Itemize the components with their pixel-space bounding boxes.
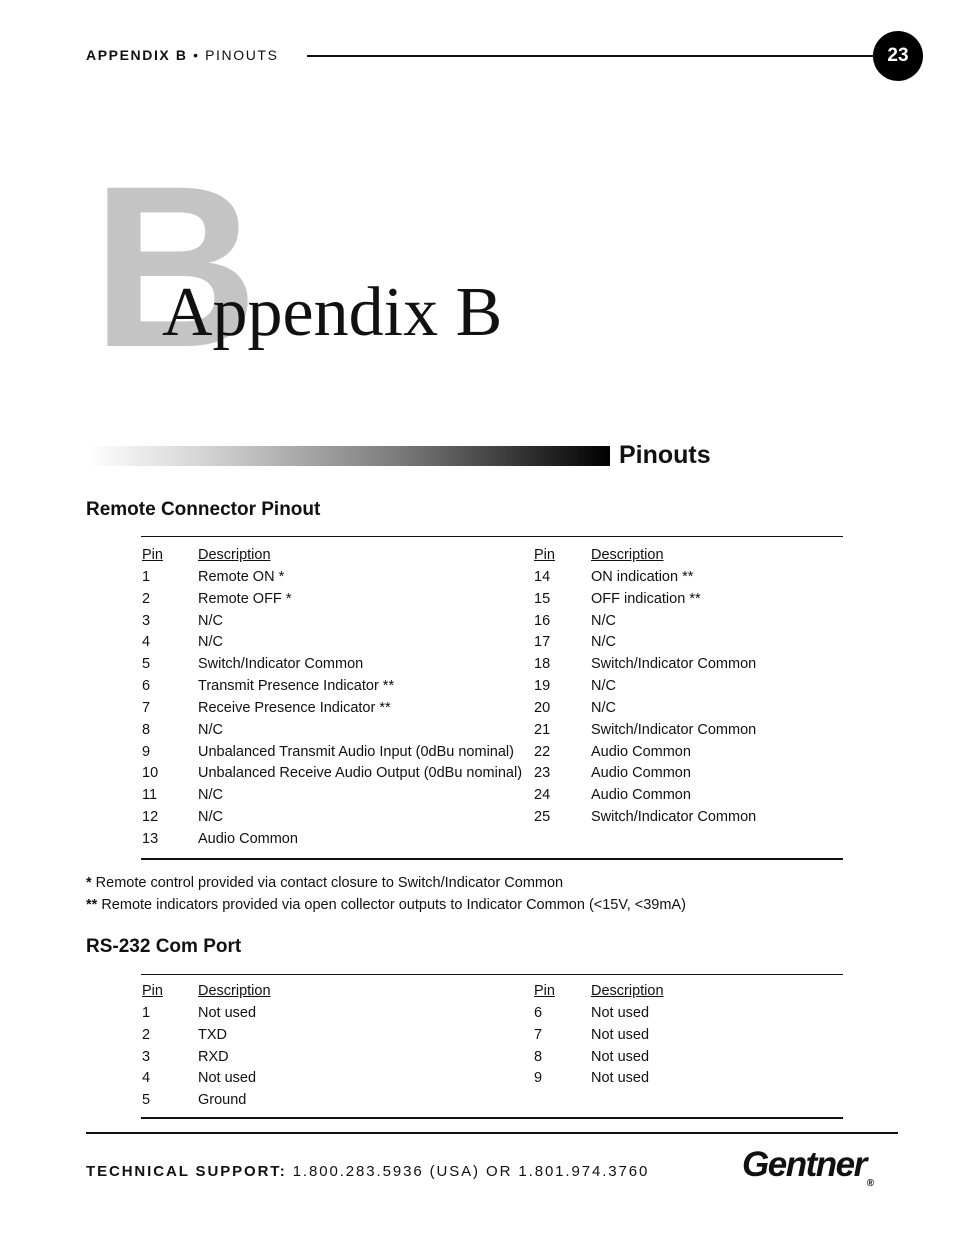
technical-support-line: [86, 1163, 649, 1180]
pin-number-cell: 4: [142, 1070, 151, 1087]
pin-description-cell: N/C: [591, 634, 616, 651]
pin-number-cell: 4: [142, 634, 151, 651]
remote-pinout-table: [142, 545, 842, 851]
rs232-table-top-rule: [141, 974, 843, 975]
pin-description-cell: Audio Common: [198, 830, 298, 847]
pin-number-cell: 9: [142, 743, 151, 760]
table-row: [142, 1068, 842, 1090]
pin-number-cell: 17: [534, 634, 551, 651]
pin-description-cell: Not used: [591, 1026, 650, 1043]
table-row: [142, 611, 842, 633]
pin-description-cell: N/C: [198, 721, 223, 738]
table-row: [142, 720, 842, 742]
pin-number-cell: 16: [534, 612, 551, 629]
rs232-table-bottom-rule: [141, 1117, 843, 1119]
pin-description-cell: Switch/Indicator Common: [198, 656, 364, 673]
column-header: Pin: [142, 547, 163, 563]
footnote-single-star: [86, 872, 563, 894]
header-section-label: PINOUTS: [205, 47, 279, 63]
column-header: Description: [198, 547, 271, 563]
pin-description-cell: Unbalanced Transmit Audio Input (0dBu nominal): [198, 743, 514, 760]
pin-number-cell: 21: [534, 721, 551, 738]
pin-number-cell: 19: [534, 678, 551, 695]
chapter-big-letter: B: [92, 138, 259, 395]
pin-number-cell: 6: [142, 678, 151, 695]
pin-description-cell: ON indication **: [591, 568, 694, 585]
pin-description-cell: N/C: [198, 809, 223, 826]
pin-number-cell: 8: [142, 721, 151, 738]
table-header-row: [142, 545, 842, 567]
pin-description-cell: Unbalanced Receive Audio Output (0dBu nominal): [198, 765, 523, 782]
pin-number-cell: 25: [534, 809, 551, 826]
pin-description-cell: N/C: [591, 678, 616, 695]
pin-description-cell: Audio Common: [591, 765, 691, 782]
logo-text: Gentner: [742, 1145, 866, 1184]
pin-number-cell: 6: [534, 1004, 543, 1021]
pin-number-cell: 24: [534, 787, 551, 804]
footnote-text: Remote control provided via contact closure to Switch/Indicator Common: [91, 875, 564, 891]
pin-number-cell: 3: [142, 612, 151, 629]
table-row: [142, 567, 842, 589]
pin-number-cell: 1: [142, 568, 151, 585]
pin-number-cell: 7: [142, 699, 151, 716]
column-header: Description: [198, 983, 271, 999]
pin-description-cell: N/C: [198, 612, 223, 629]
column-header: Pin: [534, 547, 555, 563]
table-row: [142, 1047, 842, 1069]
table-row: [142, 632, 842, 654]
pin-description-cell: Receive Presence Indicator **: [198, 699, 391, 716]
pin-description-cell: N/C: [198, 787, 223, 804]
table-row: [142, 1090, 842, 1112]
pin-description-cell: Not used: [198, 1070, 257, 1087]
table-row: [142, 589, 842, 611]
pin-description-cell: Not used: [591, 1070, 650, 1087]
pin-description-cell: Remote OFF *: [198, 590, 292, 607]
pin-description-cell: Remote ON *: [198, 568, 285, 585]
table-row: [142, 742, 842, 764]
pin-description-cell: Not used: [198, 1004, 257, 1021]
pin-number-cell: 11: [142, 787, 158, 804]
pin-number-cell: 8: [534, 1048, 543, 1065]
footnote-double-star: [86, 894, 686, 916]
pin-number-cell: 3: [142, 1048, 151, 1065]
footnote-marker: **: [86, 897, 98, 913]
section-title: Pinouts: [619, 441, 711, 469]
pin-description-cell: Audio Common: [591, 787, 691, 804]
table-row: [142, 763, 842, 785]
footnote-text: Remote indicators provided via open collector outputs to Indicator Common (<15V, <39mA): [97, 897, 686, 913]
remote-heading: Remote Connector Pinout: [86, 499, 321, 520]
footnote-marker: *: [86, 875, 92, 891]
remote-table-top-rule: [141, 536, 843, 537]
table-row: [142, 785, 842, 807]
pin-number-cell: 5: [142, 656, 151, 673]
pin-description-cell: N/C: [198, 634, 223, 651]
table-row: [142, 807, 842, 829]
pin-description-cell: OFF indication **: [591, 590, 701, 607]
pin-number-cell: 14: [534, 568, 551, 585]
table-header-row: [142, 981, 842, 1003]
pin-description-cell: TXD: [198, 1026, 227, 1043]
pin-number-cell: 1: [142, 1004, 151, 1021]
chapter-title: Appendix B: [162, 274, 503, 351]
pin-number-cell: 22: [534, 743, 551, 760]
pin-number-cell: 5: [142, 1092, 151, 1109]
column-header: Description: [591, 983, 664, 999]
pin-description-cell: Switch/Indicator Common: [591, 809, 757, 826]
header-separator: •: [193, 47, 200, 63]
table-row: [142, 1025, 842, 1047]
remote-table-bottom-rule: [141, 858, 843, 860]
pin-description-cell: Switch/Indicator Common: [591, 656, 757, 673]
rs232-pinout-table: [142, 981, 842, 1112]
pin-description-cell: Not used: [591, 1048, 650, 1065]
header-appendix-label: APPENDIX B: [86, 47, 188, 63]
support-label: TECHNICAL SUPPORT:: [86, 1163, 287, 1180]
table-row: [142, 676, 842, 698]
pin-number-cell: 13: [142, 830, 159, 847]
pin-number-cell: 10: [142, 765, 159, 782]
pin-number-cell: 2: [142, 590, 151, 607]
pin-description-cell: N/C: [591, 699, 616, 716]
pin-description-cell: RXD: [198, 1048, 229, 1065]
footer-rule: [86, 1132, 898, 1134]
column-header: Description: [591, 547, 664, 563]
pin-description-cell: Audio Common: [591, 743, 691, 760]
pin-description-cell: Switch/Indicator Common: [591, 721, 757, 738]
gentner-logo: [742, 1145, 874, 1204]
column-header: Pin: [142, 983, 163, 999]
pin-description-cell: Ground: [198, 1092, 247, 1109]
running-header: [86, 47, 279, 63]
pin-number-cell: 2: [142, 1026, 151, 1043]
table-row: [142, 1003, 842, 1025]
table-row: [142, 829, 842, 851]
rs232-heading: RS-232 Com Port: [86, 936, 242, 957]
pin-description-cell: Not used: [591, 1004, 650, 1021]
pin-number-cell: 15: [534, 590, 551, 607]
pin-description-cell: Transmit Presence Indicator **: [198, 678, 395, 695]
pin-number-cell: 12: [142, 809, 159, 826]
registered-mark: ®: [866, 1178, 875, 1189]
pin-description-cell: N/C: [591, 612, 616, 629]
support-numbers: 1.800.283.5936 (USA) OR 1.801.974.3760: [292, 1163, 650, 1180]
pin-number-cell: 7: [534, 1026, 543, 1043]
header-rule: [307, 55, 897, 57]
pin-number-cell: 9: [534, 1070, 543, 1087]
page-number-badge: 23: [873, 31, 923, 81]
section-gradient-bar: [86, 446, 610, 466]
pin-number-cell: 23: [534, 765, 551, 782]
column-header: Pin: [534, 983, 555, 999]
pin-number-cell: 18: [534, 656, 551, 673]
table-row: [142, 698, 842, 720]
table-row: [142, 654, 842, 676]
pin-number-cell: 20: [534, 699, 551, 716]
